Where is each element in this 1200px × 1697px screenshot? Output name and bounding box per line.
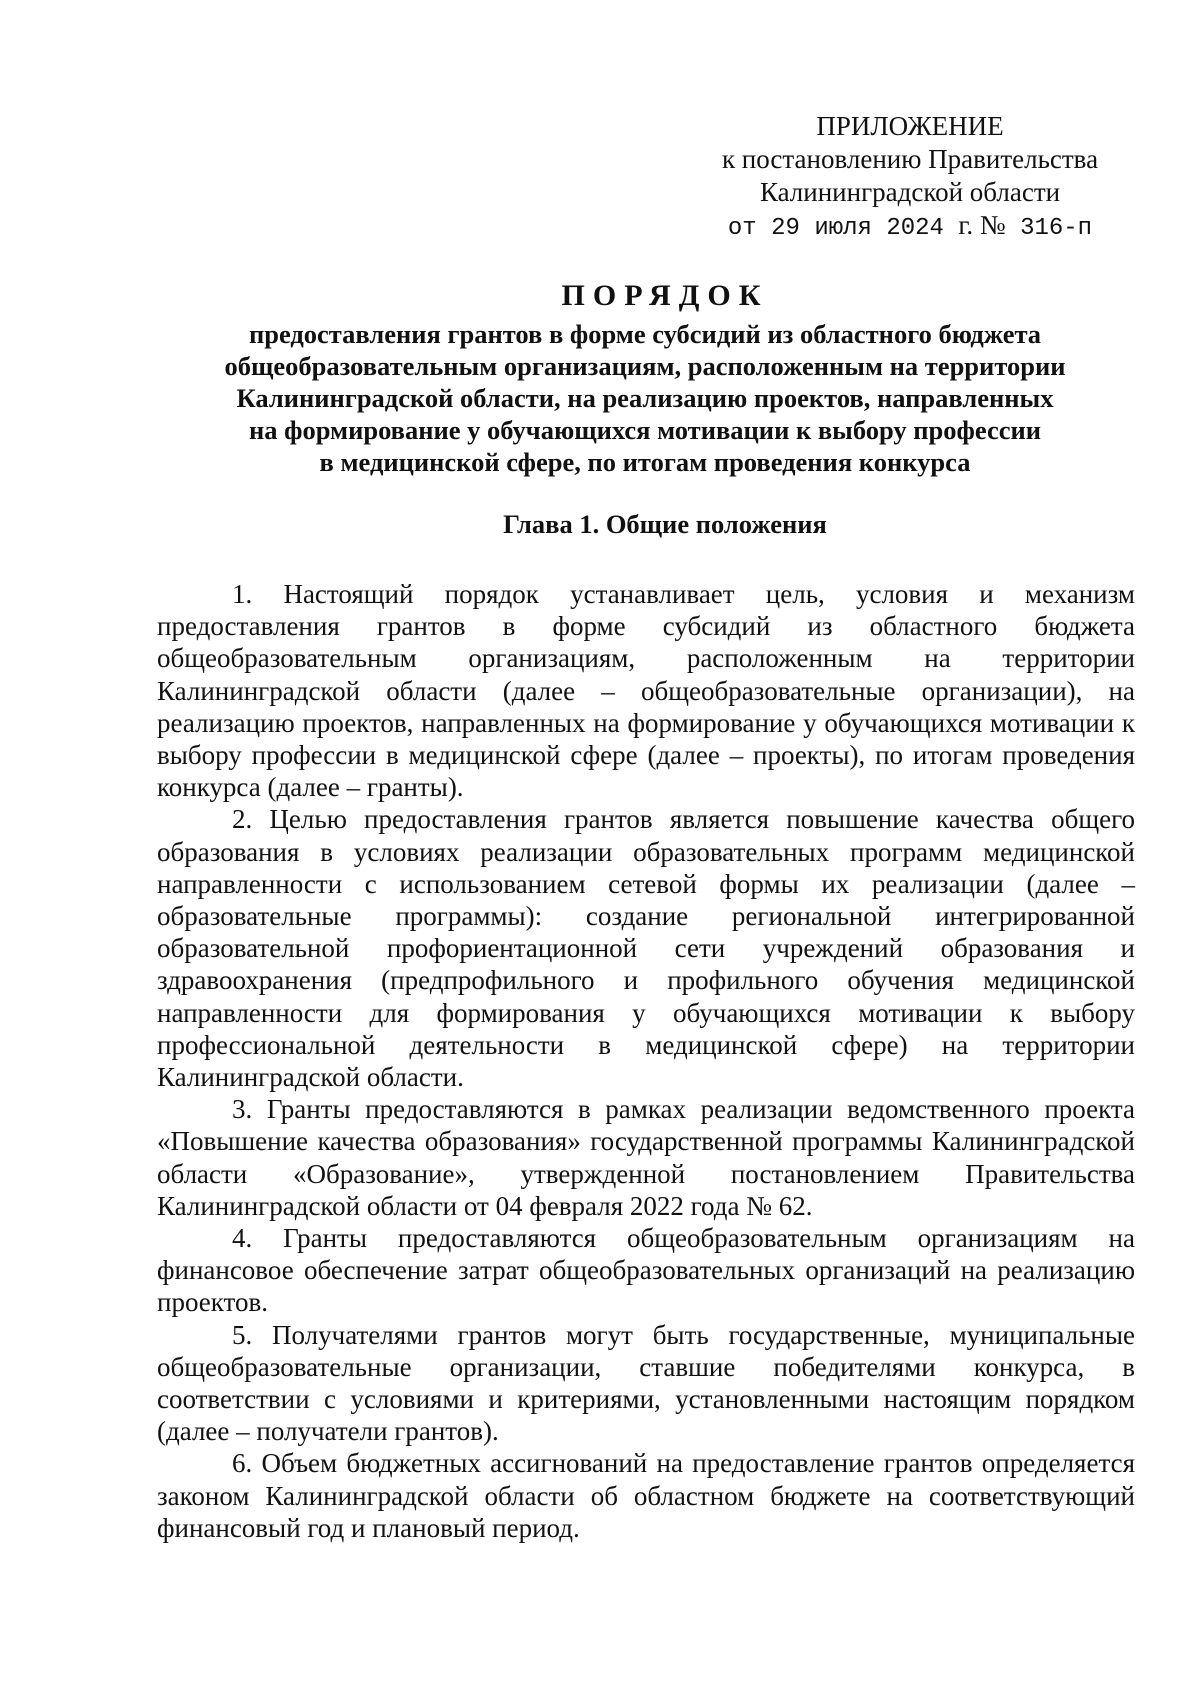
document-title-block xyxy=(150,278,1140,478)
paragraph-6: 6. Объем бюджетных ассигнований на предоставление грантов определяется законом Калининградской области об областном бюджете на соответствующий финансовый год и плановый период. xyxy=(157,1448,1135,1543)
subtitle-line: предоставления грантов в форме субсидий из областного бюджета xyxy=(248,319,1042,349)
paragraph-1: 1. Настоящий порядок устанавливает цель, условия и механизм предоставления грантов в форме субсидий из областного бюджета общеобразовательным организациям, расположенным на территории Калининградской области (далее – общеобразовательные организации), на реализацию проектов, направленных на формирование у обучающихся мотивации к выбору профессии в медицинской сфере (далее – проекты), по итогам проведения конкурса (далее – гранты). xyxy=(157,579,1135,803)
subtitle-line: на формирование у обучающихся мотивации к выбору профессии xyxy=(248,415,1042,445)
paragraph-5: 5. Получателями грантов могут быть государственные, муниципальные общеобразовательные организации, ставшие победителями конкурса, в соответствии с условиями и критериями, установленными настоящим порядком (далее – получатели грантов). xyxy=(157,1319,1135,1447)
document-body xyxy=(157,578,1135,1544)
document-subtitle xyxy=(150,318,1140,478)
annex-line-1: к постановлению Правительства xyxy=(721,144,1099,174)
annex-date-value: 29 июля 2024 xyxy=(771,215,944,242)
annex-number: 316-п xyxy=(1020,215,1093,242)
annex-header xyxy=(690,110,1130,245)
paragraph-4: 4. Гранты предоставляются общеобразовательным организациям на финансовое обеспечение затрат общеобразовательных организаций на реализацию проектов. xyxy=(157,1223,1135,1318)
subtitle-line: в медицинской сфере, по итогам проведения конкурса xyxy=(319,447,971,477)
paragraph-2: 2. Целью предоставления грантов является повышение качества общего образования в условиях реализации образовательных программ медицинской направленности с использованием сетевой формы их реализации (далее – образовательные программы): создание региональной интегрированной образовательной профориентационной сети учреждений образования и здравоохранения (предпрофильного и профильного обучения медицинской направленности для формирования у обучающихся мотивации к выбору профессиональной деятельности в медицинской сфере) на территории Калининградской области. xyxy=(157,804,1135,1093)
annex-line-2: Калининградской области xyxy=(759,177,1061,207)
chapter-heading: Глава 1. Общие положения xyxy=(503,509,827,539)
subtitle-line: Калининградской области, на реализацию проектов, направленных xyxy=(236,383,1054,413)
annex-year-suffix: г. № xyxy=(958,210,1006,240)
subtitle-line: общеобразовательным организациям, расположенным на территории xyxy=(224,351,1066,381)
paragraph-3: 3. Гранты предоставляются в рамках реализации ведомственного проекта «Повышение качества образования» государственной программы Калининградской области «Образование», утвержденной постановлением Правительства Калининградской области от 04 февраля 2022 года № 62. xyxy=(157,1094,1135,1221)
annex-label: ПРИЛОЖЕНИЕ xyxy=(816,111,1004,141)
annex-date-prefix: от xyxy=(727,215,757,242)
annex-date-line xyxy=(690,209,1130,245)
document-title: ПОРЯДОК xyxy=(561,279,769,312)
